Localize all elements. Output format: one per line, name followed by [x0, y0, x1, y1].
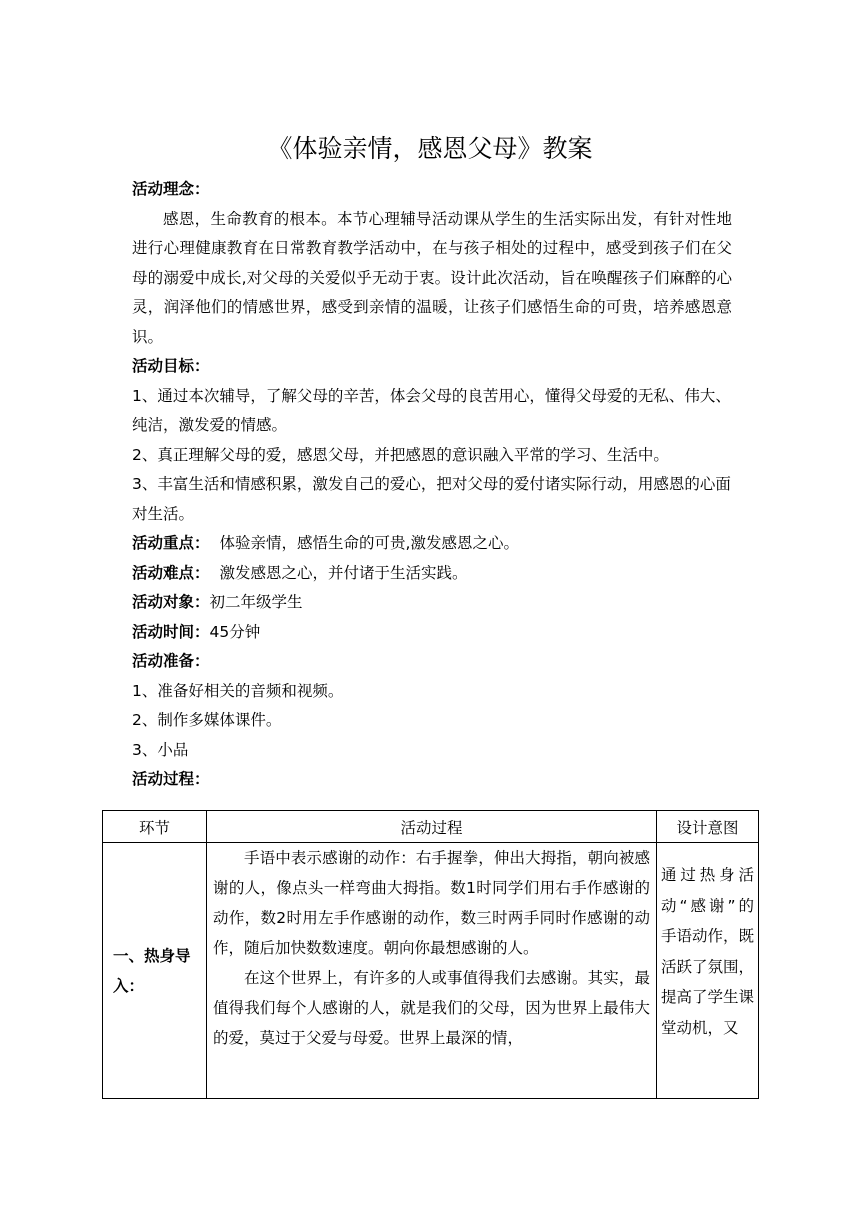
table-header-row — [103, 811, 759, 843]
focus-text: 体验亲情，感悟生命的可贵,激发感恩之心。 — [219, 534, 519, 552]
header-stage: 环节 — [103, 811, 207, 843]
prep-item: 2、制作多媒体课件。 — [132, 711, 282, 729]
difficulty-text: 激发感恩之心，并付诸于生活实践。 — [219, 563, 468, 582]
target-text: 初二年级学生 — [209, 593, 303, 611]
target-label: 活动对象： — [132, 593, 210, 611]
page-title: 《体验亲情，感恩父母》教案 — [267, 134, 593, 163]
prep-item: 3、小品 — [132, 740, 189, 759]
header-intent: 设计意图 — [657, 811, 759, 843]
time-label: 活动时间： — [132, 622, 210, 641]
goal-item: 2、真正理解父母的爱，感恩父母，并把感恩的意识融入平常的学习、生活中。 — [132, 445, 669, 464]
intent-cell: 通过热身活动“感谢”的手语动作，既活跃了氛围，提高了学生课堂动机，又 — [657, 843, 759, 1099]
process-label: 活动过程： — [132, 770, 210, 788]
lesson-plan-table — [102, 810, 759, 1099]
goal-item: 3、丰富生活和情感积累，激发自己的爱心，把对父母的爱付诸实际行动，用感恩的心面对生活。 — [132, 475, 731, 523]
process-paragraph: 手语中表示感谢的动作：右手握拳，伸出大拇指，朝向被感谢的人，像点头一样弯曲大拇指。数1时同学们用右手作感谢的动作，数2时用左手作感谢的动作，数三时两手同时作感谢的动作，随后加快数数速度。朝向你最想感谢的人。 — [213, 849, 650, 957]
concept-paragraph: 感恩，生命教育的根本。本节心理辅导活动课从学生的生活实际出发，有针对性地进行心理健康教育在日常教育教学活动中，在与孩子相处的过程中，感受到孩子们在父母的溺爱中成长,对父母的关爱似乎无动于衷。设计此次活动，旨在唤醒孩子们麻醉的心灵，润泽他们的情感世界，感受到亲情的温暖，让孩子们感悟生命的可贵，培养感恩意识。 — [132, 209, 732, 346]
stage-cell: 一、热身导入： — [103, 843, 207, 1099]
concept-label: 活动理念： — [132, 180, 210, 198]
time-text: 45分钟 — [209, 622, 261, 641]
difficulty-label: 活动难点： — [132, 563, 210, 582]
document-body — [132, 175, 732, 795]
process-paragraph: 在这个世界上，有许多的人或事值得我们去感谢。其实，最值得我们每个人感谢的人，就是我们的父母，因为世界上最伟大的爱，莫过于父爱与母爱。世界上最深的情， — [213, 969, 650, 1047]
header-process: 活动过程 — [207, 811, 657, 843]
goals-label: 活动目标： — [132, 357, 210, 375]
time-line — [132, 618, 732, 648]
difficulty-line — [132, 559, 732, 589]
goal-item: 1、通过本次辅导，了解父母的辛苦，体会父母的良苦用心，懂得父母爱的无私、伟大、纯洁，激发爱的情感。 — [132, 386, 731, 434]
process-cell — [207, 843, 657, 1099]
focus-line — [132, 529, 732, 559]
table-row — [103, 843, 759, 1099]
focus-label: 活动重点： — [132, 534, 210, 552]
prep-label: 活动准备： — [132, 652, 210, 670]
target-line — [132, 588, 732, 618]
prep-item: 1、准备好相关的音频和视频。 — [132, 681, 344, 700]
